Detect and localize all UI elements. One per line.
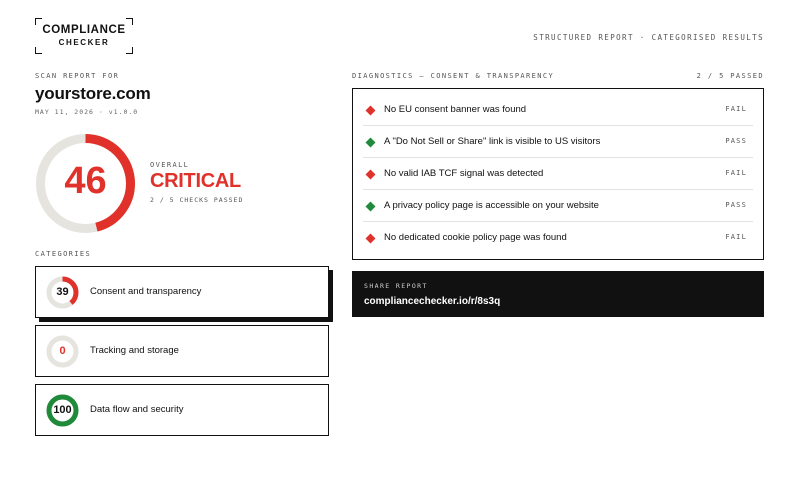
diagnostics-label: DIAGNOSTICS — CONSENT & TRANSPARENCY (352, 72, 555, 80)
category-card-consent[interactable] (35, 266, 329, 318)
overall-score-gauge (35, 133, 136, 234)
category-card-data-flow[interactable] (35, 384, 329, 436)
brand-logo[interactable] (35, 18, 133, 54)
logo-corner (35, 47, 42, 54)
logo-line-1: COMPLIANCE (42, 24, 126, 36)
category-score: 0 (59, 345, 66, 357)
header-subtitle: STRUCTURED REPORT · CATEGORISED RESULTS (533, 33, 764, 42)
categories-label: CATEGORIES (35, 250, 92, 258)
scanned-domain: yourstore.com (35, 84, 151, 103)
diagnostic-text: No dedicated cookie policy page was found (384, 232, 567, 243)
status-badge: CRITICAL (150, 170, 241, 192)
diagnostic-text: No EU consent banner was found (384, 104, 527, 115)
category-name: Data flow and security (90, 404, 184, 415)
share-report-panel (352, 271, 764, 317)
share-report-link[interactable]: compliancechecker.io/r/8s3q (364, 296, 501, 307)
diagnostic-item[interactable] (363, 126, 753, 158)
diagnostic-status: FAIL (725, 169, 747, 177)
diagnostic-status: FAIL (725, 105, 747, 113)
diagnostic-status: PASS (725, 201, 747, 209)
checks-passed: 2 / 5 CHECKS PASSED (150, 196, 244, 204)
diagnostics-count: 2 / 5 PASSED (696, 72, 764, 80)
share-report-label: SHARE REPORT (364, 282, 428, 290)
diagnostic-text: A "Do Not Sell or Share" link is visible to US visitors (384, 136, 601, 147)
category-card-tracking[interactable] (35, 325, 329, 377)
scan-report-label: SCAN REPORT FOR (35, 72, 120, 80)
logo-corner (126, 47, 133, 54)
diagnostic-status: PASS (725, 137, 747, 145)
diagnostic-item[interactable] (363, 158, 753, 190)
category-name: Tracking and storage (90, 345, 179, 356)
fail-diamond-icon (366, 234, 376, 244)
overall-score: 46 (64, 160, 107, 202)
pass-diamond-icon (366, 138, 376, 148)
diagnostics-list (352, 88, 764, 260)
category-name: Consent and transparency (90, 286, 202, 297)
category-score: 39 (56, 286, 69, 298)
diagnostic-item[interactable] (363, 190, 753, 222)
logo-line-2: CHECKER (58, 38, 110, 47)
category-score: 100 (53, 404, 72, 416)
fail-diamond-icon (366, 170, 376, 180)
report-meta: MAY 11, 2026 · v1.0.0 (35, 108, 139, 116)
fail-diamond-icon (366, 106, 376, 116)
diagnostic-item[interactable] (363, 222, 753, 254)
diagnostic-text: A privacy policy page is accessible on your website (384, 200, 599, 211)
overall-label: OVERALL (150, 161, 190, 169)
diagnostic-text: No valid IAB TCF signal was detected (384, 168, 544, 179)
diagnostic-item[interactable] (363, 94, 753, 126)
diagnostic-status: FAIL (725, 233, 747, 241)
pass-diamond-icon (366, 202, 376, 212)
